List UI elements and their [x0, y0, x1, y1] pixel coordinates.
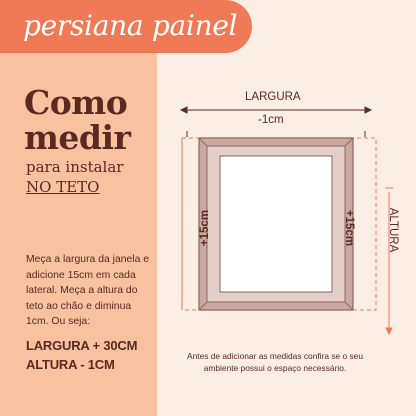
note-text: Antes de adicionar as medidas confira se o seu ambiente possui o espaço necessário. [187, 351, 363, 373]
heading-line-2: medir [24, 118, 131, 157]
width-label: LARGURA [245, 91, 301, 103]
heading [24, 85, 130, 155]
formula-width: LARGURA + 30CM [26, 338, 138, 353]
width-arrow [181, 107, 371, 113]
left-margin-label: +15cm [199, 209, 211, 247]
left-panel [0, 0, 157, 416]
minus-1cm-label: -1cm [258, 114, 284, 126]
measurement-diagram [157, 0, 416, 345]
heading-line-1: Como [24, 83, 128, 122]
height-label: ALTURA [387, 207, 399, 253]
subtitle: para instalar [26, 158, 124, 176]
diagram-svg [157, 0, 416, 345]
right-margin-label: +15cm [343, 209, 355, 247]
page-title: persiana painel [23, 9, 238, 42]
minus-1cm-marks [187, 131, 365, 137]
instructions-text: Meça a largura da janela e adicione 15cm em cada lateral. Meça a altura do teto ao chão e diminua 1cm. Ou seja: [26, 254, 150, 328]
window-glass [220, 156, 332, 292]
subtitle-emphasis: NO TETO [26, 178, 100, 196]
formula-height: ALTURA - 1CM [26, 357, 115, 372]
